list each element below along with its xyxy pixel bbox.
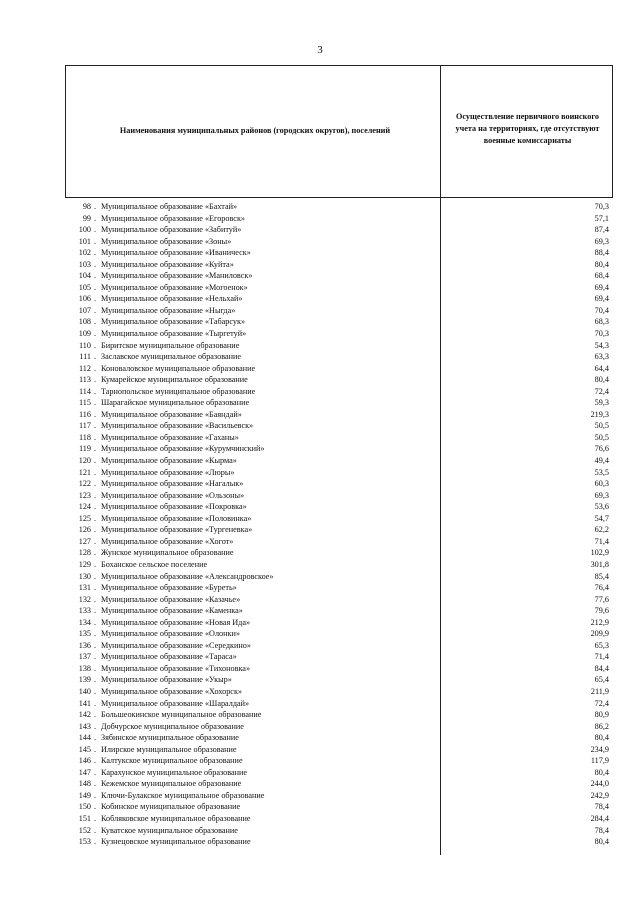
data-table	[65, 65, 613, 855]
row-value: 59,3	[594, 398, 609, 408]
row-number-dot: .	[94, 294, 97, 304]
row-number-dot: .	[94, 398, 97, 408]
row-number: 98	[82, 202, 91, 211]
table-row	[65, 790, 613, 802]
row-number-dot: .	[94, 686, 97, 696]
table-row	[65, 351, 613, 363]
table-row	[65, 813, 613, 825]
row-number-dot: .	[94, 802, 97, 812]
row-name: Муниципальное образование «Тихоновка»	[101, 663, 251, 673]
row-value: 54,7	[594, 513, 609, 523]
row-number: 118	[79, 432, 91, 442]
row-number: 112	[79, 363, 91, 373]
row-number-dot: .	[94, 837, 97, 847]
row-value: 242,9	[590, 790, 609, 800]
row-number: 141	[78, 698, 91, 708]
row-number: 131	[78, 583, 91, 593]
table-row	[65, 443, 613, 455]
table-row	[65, 594, 613, 606]
row-value: 68,3	[594, 317, 609, 327]
row-number-dot: .	[94, 721, 97, 731]
row-number-dot: .	[94, 698, 97, 708]
table-row	[65, 409, 613, 421]
row-name: Кобинское муниципальное образование	[101, 802, 241, 812]
row-number: 116	[79, 409, 91, 419]
row-value: 69,4	[594, 294, 609, 304]
row-number-dot: .	[94, 456, 97, 466]
row-number: 146	[78, 756, 91, 766]
row-name: Муниципальное образование «Курумчинский»	[101, 444, 265, 454]
table-row	[65, 547, 613, 559]
table-header-divider	[65, 197, 613, 198]
table-row	[65, 236, 613, 248]
row-number-dot: .	[94, 767, 97, 777]
table-left-border	[65, 65, 66, 197]
row-name: Жунское муниципальное образование	[101, 548, 234, 558]
row-number-dot: .	[94, 479, 97, 489]
row-number-dot: .	[94, 629, 97, 639]
row-value: 244,0	[590, 779, 609, 789]
row-name: Муниципальное образование «Новая Ида»	[101, 617, 251, 627]
row-number: 109	[78, 329, 91, 339]
row-number-dot: .	[94, 363, 97, 373]
row-number-dot: .	[94, 513, 97, 523]
row-name: Большеокинское муниципальное образование	[101, 710, 262, 720]
row-number-dot: .	[94, 744, 97, 754]
row-name: Заславское муниципальное образование	[101, 352, 241, 362]
row-number: 119	[79, 444, 91, 454]
row-name: Муниципальное образование «Олонки»	[101, 629, 240, 639]
row-name: Муниципальное образование «Буреть»	[101, 583, 237, 593]
row-value: 65,4	[594, 675, 609, 685]
row-number: 140	[78, 686, 91, 696]
row-number-dot: .	[94, 813, 97, 823]
row-number-dot: .	[94, 340, 97, 350]
row-number: 124	[78, 502, 91, 512]
row-value: 72,4	[594, 386, 609, 396]
row-name: Муниципальное образование «Тыргетуй»	[101, 329, 247, 339]
table-row	[65, 801, 613, 813]
table-row	[65, 340, 613, 352]
table-row	[65, 836, 613, 848]
row-number: 132	[78, 594, 91, 604]
row-value: 80,4	[594, 733, 609, 743]
table-row	[65, 825, 613, 837]
row-number: 153	[78, 837, 91, 847]
row-name: Муниципальное образование «Зоны»	[101, 236, 232, 246]
row-number-dot: .	[94, 617, 97, 627]
row-value: 76,4	[594, 583, 609, 593]
table-row	[65, 732, 613, 744]
row-number: 142	[78, 710, 91, 720]
row-number: 114	[79, 386, 91, 396]
table-row	[65, 744, 613, 756]
row-value: 77,6	[594, 594, 609, 604]
table-row	[65, 721, 613, 733]
row-number-dot: .	[94, 386, 97, 396]
row-number-dot: .	[94, 640, 97, 650]
row-name: Куватское муниципальное образование	[101, 825, 238, 835]
row-number-dot: .	[94, 710, 97, 720]
row-name: Добчурское муниципальное образование	[101, 721, 244, 731]
row-number-dot: .	[94, 790, 97, 800]
row-value: 117,9	[590, 756, 609, 766]
table-row	[65, 201, 613, 213]
row-value: 80,4	[594, 837, 609, 847]
row-name: Боханское сельское поселение	[101, 559, 208, 569]
table-row	[65, 213, 613, 225]
row-name: Муниципальное образование «Александровское»	[101, 571, 274, 581]
row-value: 234,9	[590, 744, 609, 754]
row-value: 63,3	[594, 352, 609, 362]
row-number: 126	[78, 525, 91, 535]
row-number: 133	[78, 606, 91, 616]
row-number: 150	[78, 802, 91, 812]
row-name: Муниципальное образование «Кырма»	[101, 456, 237, 466]
row-value: 69,3	[594, 490, 609, 500]
row-value: 68,4	[594, 271, 609, 281]
table-row	[65, 767, 613, 779]
row-name: Муниципальное образование «Забитуй»	[101, 225, 242, 235]
row-number: 134	[78, 617, 91, 627]
table-row	[65, 316, 613, 328]
row-number-dot: .	[94, 282, 97, 292]
row-name: Кобляковское муниципальное образование	[101, 813, 251, 823]
row-name: Муниципальное образование «Казачье»	[101, 594, 241, 604]
row-value: 65,3	[594, 640, 609, 650]
row-number-dot: .	[94, 663, 97, 673]
row-number: 149	[78, 790, 91, 800]
row-number: 113	[79, 375, 91, 385]
row-name: Кумарейское муниципальное образование	[101, 375, 248, 385]
table-row	[65, 420, 613, 432]
table-row	[65, 374, 613, 386]
table-row	[65, 293, 613, 305]
row-number: 152	[78, 825, 91, 835]
row-value: 79,6	[594, 606, 609, 616]
row-name: Муниципальное образование «Васильевск»	[101, 421, 254, 431]
row-number: 101	[78, 236, 91, 246]
row-number-dot: .	[94, 409, 97, 419]
table-row	[65, 513, 613, 525]
row-name: Муниципальное образование «Нельхай»	[101, 294, 243, 304]
table-row	[65, 478, 613, 490]
row-name: Муниципальное образование «Гаханы»	[101, 432, 239, 442]
row-value: 53,5	[594, 467, 609, 477]
table-row	[65, 467, 613, 479]
row-number: 115	[79, 398, 91, 408]
row-value: 88,4	[594, 248, 609, 258]
table-row	[65, 490, 613, 502]
row-value: 70,3	[594, 329, 609, 339]
row-name: Кежемское муниципальное образование	[101, 779, 242, 789]
row-name: Биритское муниципальное образование	[101, 340, 240, 350]
row-number-dot: .	[94, 490, 97, 500]
row-number: 104	[78, 271, 91, 281]
row-number: 121	[78, 467, 91, 477]
row-value: 85,4	[594, 571, 609, 581]
table-row	[65, 270, 613, 282]
row-number-dot: .	[94, 432, 97, 442]
row-value: 72,4	[594, 698, 609, 708]
row-number-dot: .	[94, 606, 97, 616]
table-row	[65, 501, 613, 513]
row-name: Муниципальное образование «Покровка»	[101, 502, 247, 512]
row-name: Муниципальное образование «Нагалык»	[101, 479, 244, 489]
table-row	[65, 282, 613, 294]
row-value: 69,3	[594, 236, 609, 246]
row-number: 110	[79, 340, 91, 350]
row-value: 54,3	[594, 340, 609, 350]
row-number: 108	[78, 317, 91, 327]
row-number: 143	[78, 721, 91, 731]
row-number-dot: .	[94, 259, 97, 269]
table-row	[65, 686, 613, 698]
row-value: 78,4	[594, 825, 609, 835]
row-number-dot: .	[94, 317, 97, 327]
row-number-dot: .	[94, 675, 97, 685]
row-name: Муниципальное образование «Хогот»	[101, 536, 234, 546]
row-number-dot: .	[94, 375, 97, 385]
row-value: 53,6	[594, 502, 609, 512]
table-row	[65, 582, 613, 594]
table-row	[65, 698, 613, 710]
row-number: 102	[78, 248, 91, 258]
row-number-dot: .	[94, 467, 97, 477]
row-name: Муниципальное образование «Иваническ»	[101, 248, 251, 258]
table-row	[65, 386, 613, 398]
row-value: 87,4	[594, 225, 609, 235]
row-number-dot: .	[94, 213, 97, 223]
row-number: 120	[78, 456, 91, 466]
row-value: 50,5	[594, 432, 609, 442]
table-row	[65, 674, 613, 686]
table-row	[65, 363, 613, 375]
row-value: 80,4	[594, 259, 609, 269]
row-number-dot: .	[94, 559, 97, 569]
row-number-dot: .	[94, 352, 97, 362]
row-value: 78,4	[594, 802, 609, 812]
row-name: Муниципальное образование «Люры»	[101, 467, 235, 477]
row-value: 70,3	[594, 202, 609, 211]
row-number-dot: .	[94, 421, 97, 431]
row-number-dot: .	[94, 652, 97, 662]
row-number-dot: .	[94, 444, 97, 454]
row-value: 301,8	[590, 559, 609, 569]
row-value: 209,9	[590, 629, 609, 639]
row-number: 135	[78, 629, 91, 639]
header-value: Осуществление первичного воинского учета на территориях, где отсутствуют военные комиссариаты	[455, 112, 600, 145]
table-row	[65, 328, 613, 340]
row-number: 139	[78, 675, 91, 685]
table-row	[65, 709, 613, 721]
table-row	[65, 778, 613, 790]
row-number: 123	[78, 490, 91, 500]
row-value: 70,4	[594, 305, 609, 315]
row-value: 212,9	[590, 617, 609, 627]
table-row	[65, 617, 613, 629]
row-number-dot: .	[94, 525, 97, 535]
table-row	[65, 305, 613, 317]
row-name: Муниципальное образование «Ользоны»	[101, 490, 245, 500]
row-name: Калтукское муниципальное образование	[101, 756, 243, 766]
row-value: 84,4	[594, 663, 609, 673]
table-row	[65, 640, 613, 652]
row-value: 219,3	[590, 409, 609, 419]
row-name: Муниципальное образование «Куйта»	[101, 259, 234, 269]
row-number: 107	[78, 305, 91, 315]
row-number: 151	[78, 813, 91, 823]
row-number-dot: .	[94, 536, 97, 546]
table-row	[65, 224, 613, 236]
table-row	[65, 397, 613, 409]
row-number-dot: .	[94, 594, 97, 604]
table-row	[65, 247, 613, 259]
row-number-dot: .	[94, 733, 97, 743]
table-row	[65, 432, 613, 444]
table-row	[65, 755, 613, 767]
row-value: 64,4	[594, 363, 609, 373]
row-value: 284,4	[590, 813, 609, 823]
row-value: 80,4	[594, 375, 609, 385]
row-value: 57,1	[594, 213, 609, 223]
row-number: 103	[78, 259, 91, 269]
row-number-dot: .	[94, 571, 97, 581]
row-name: Муниципальное образование «Каменка»	[101, 606, 243, 616]
row-name: Муниципальное образование «Тараса»	[101, 652, 237, 662]
table-row	[65, 663, 613, 675]
row-number-dot: .	[94, 271, 97, 281]
row-number: 138	[78, 663, 91, 673]
table-body	[65, 201, 613, 848]
table-row	[65, 536, 613, 548]
table-right-border	[612, 65, 613, 197]
row-name: Коноваловское муниципальное образование	[101, 363, 256, 373]
row-number: 122	[78, 479, 91, 489]
row-number-dot: .	[94, 779, 97, 789]
row-number: 136	[78, 640, 91, 650]
row-number-dot: .	[94, 305, 97, 315]
row-value: 76,6	[594, 444, 609, 454]
row-number: 100	[78, 225, 91, 235]
row-name: Муниципальное образование «Хохорск»	[101, 686, 243, 696]
row-name: Муниципальное образование «Баяндай»	[101, 409, 242, 419]
row-number: 144	[78, 733, 91, 743]
row-name: Ключи-Булакское муниципальное образование	[101, 790, 265, 800]
row-value: 80,9	[594, 710, 609, 720]
row-name: Муниципальное образование «Маниловск»	[101, 271, 253, 281]
row-name: Зябинское муниципальное образование	[101, 733, 239, 743]
table-row	[65, 605, 613, 617]
row-number: 129	[78, 559, 91, 569]
row-name: Муниципальное образование «Шаралдай»	[101, 698, 250, 708]
row-name: Кузнецовское муниципальное образование	[101, 837, 251, 847]
row-name: Муниципальное образование «Половинка»	[101, 513, 252, 523]
row-number: 128	[78, 548, 91, 558]
row-value: 60,3	[594, 479, 609, 489]
row-value: 86,2	[594, 721, 609, 731]
row-value: 80,4	[594, 767, 609, 777]
row-number: 105	[78, 282, 91, 292]
row-number-dot: .	[94, 225, 97, 235]
table-row	[65, 571, 613, 583]
row-number: 111	[79, 352, 91, 362]
table-row	[65, 524, 613, 536]
row-value: 49,4	[594, 456, 609, 466]
row-name: Илирское муниципальное образование	[101, 744, 237, 754]
row-value: 62,2	[594, 525, 609, 535]
row-name: Муниципальное образование «Укыр»	[101, 675, 232, 685]
row-number: 99	[82, 213, 91, 223]
row-number: 125	[78, 513, 91, 523]
row-number: 147	[78, 767, 91, 777]
row-name: Шарагайское муниципальное образование	[101, 398, 250, 408]
row-value: 71,4	[594, 536, 609, 546]
row-value: 69,4	[594, 282, 609, 292]
row-number: 117	[79, 421, 91, 431]
row-number-dot: .	[94, 329, 97, 339]
row-number-dot: .	[94, 502, 97, 512]
row-number: 137	[78, 652, 91, 662]
table-row	[65, 651, 613, 663]
header-names: Наименования муниципальных районов (городских округов), поселений	[119, 126, 391, 135]
row-name: Муниципальное образование «Ныгда»	[101, 305, 236, 315]
row-number: 106	[78, 294, 91, 304]
table-row	[65, 628, 613, 640]
table-row	[65, 259, 613, 271]
row-name: Муниципальное образование «Табарсук»	[101, 317, 246, 327]
row-number-dot: .	[94, 248, 97, 258]
row-value: 50,5	[594, 421, 609, 431]
row-name: Муниципальное образование «Середкино»	[101, 640, 251, 650]
table-top-border	[65, 65, 613, 66]
row-name: Муниципальное образование «Тургеневка»	[101, 525, 253, 535]
row-number-dot: .	[94, 583, 97, 593]
row-number: 130	[78, 571, 91, 581]
row-name: Муниципальное образование «Бахтай»	[101, 202, 238, 211]
row-name: Муниципальное образование «Егоровск»	[101, 213, 246, 223]
row-number: 148	[78, 779, 91, 789]
page-number: 3	[317, 44, 323, 56]
row-number-dot: .	[94, 825, 97, 835]
row-value: 102,9	[590, 548, 609, 558]
row-number-dot: .	[94, 548, 97, 558]
row-number: 145	[78, 744, 91, 754]
table-row	[65, 455, 613, 467]
row-number-dot: .	[94, 202, 97, 211]
row-value: 71,4	[594, 652, 609, 662]
row-name: Тарнопольское муниципальное образование	[101, 386, 256, 396]
row-name: Карахунское муниципальное образование	[101, 767, 248, 777]
table-row	[65, 559, 613, 571]
row-number-dot: .	[94, 236, 97, 246]
row-number-dot: .	[94, 756, 97, 766]
row-number: 127	[78, 536, 91, 546]
row-value: 211,9	[590, 686, 609, 696]
row-name: Муниципальное образование «Могоенок»	[101, 282, 248, 292]
